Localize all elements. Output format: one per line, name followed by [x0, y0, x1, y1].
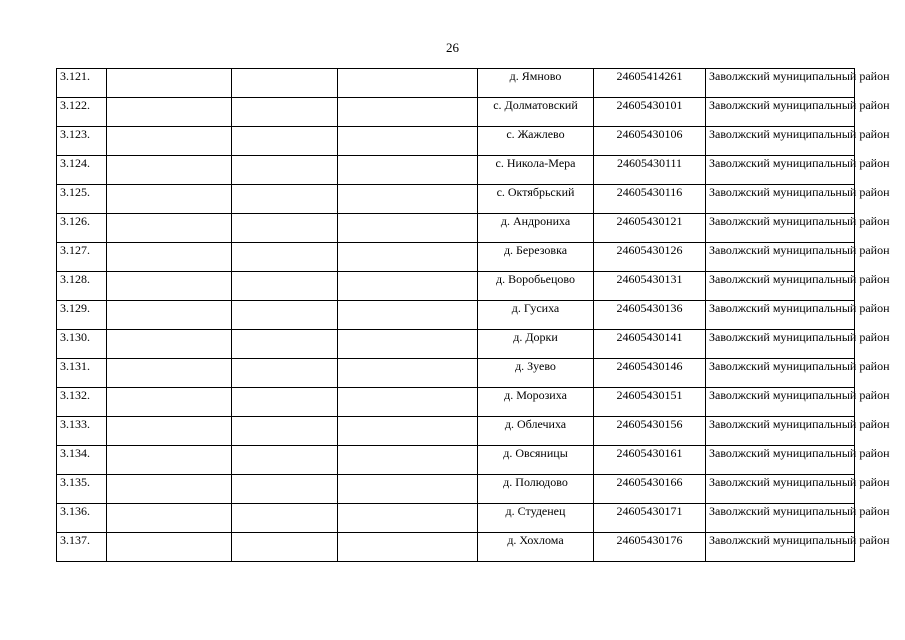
- empty-cell: [338, 127, 478, 156]
- table-row: [57, 127, 855, 156]
- settlement-table: [56, 68, 890, 562]
- row-number-cell: 3.126.: [57, 214, 107, 243]
- empty-cell: [232, 98, 338, 127]
- empty-cell: [338, 243, 478, 272]
- empty-cell: [338, 446, 478, 475]
- empty-cell: [107, 214, 232, 243]
- empty-cell: [232, 243, 338, 272]
- empty-cell: [338, 359, 478, 388]
- oktmo-code-cell: 24605430136: [594, 301, 706, 330]
- district-cell: Заволжский муниципальный район: [706, 475, 855, 504]
- empty-cell: [107, 330, 232, 359]
- table-row: [57, 69, 855, 98]
- settlement-name-cell: с. Долматовский: [478, 98, 594, 127]
- row-number-cell: 3.136.: [57, 504, 107, 533]
- row-number-cell: 3.134.: [57, 446, 107, 475]
- row-number-cell: 3.131.: [57, 359, 107, 388]
- oktmo-code-cell: 24605430171: [594, 504, 706, 533]
- empty-cell: [107, 533, 232, 562]
- empty-cell: [107, 69, 232, 98]
- district-cell: Заволжский муниципальный район: [706, 243, 855, 272]
- table-row: [57, 301, 855, 330]
- settlement-name-cell: д. Полюдово: [478, 475, 594, 504]
- oktmo-code-cell: 24605430101: [594, 98, 706, 127]
- oktmo-code-cell: 24605414261: [594, 69, 706, 98]
- empty-cell: [338, 214, 478, 243]
- district-cell: Заволжский муниципальный район: [706, 504, 855, 533]
- settlement-name-cell: д. Дорки: [478, 330, 594, 359]
- empty-cell: [338, 272, 478, 301]
- empty-cell: [107, 417, 232, 446]
- table-row: [57, 504, 855, 533]
- empty-cell: [338, 330, 478, 359]
- settlement-name-cell: д. Облечиха: [478, 417, 594, 446]
- empty-cell: [107, 388, 232, 417]
- table-row: [57, 156, 855, 185]
- empty-cell: [338, 156, 478, 185]
- settlement-name-cell: д. Овсяницы: [478, 446, 594, 475]
- empty-cell: [232, 388, 338, 417]
- settlement-name-cell: д. Березовка: [478, 243, 594, 272]
- settlement-name-cell: д. Гусиха: [478, 301, 594, 330]
- district-cell: Заволжский муниципальный район: [706, 533, 855, 562]
- settlement-name-cell: с. Никола-Мера: [478, 156, 594, 185]
- district-cell: Заволжский муниципальный район: [706, 301, 855, 330]
- row-number-cell: 3.125.: [57, 185, 107, 214]
- table-row: [57, 446, 855, 475]
- empty-cell: [338, 185, 478, 214]
- district-cell: Заволжский муниципальный район: [706, 417, 855, 446]
- empty-cell: [107, 243, 232, 272]
- empty-cell: [107, 272, 232, 301]
- empty-cell: [338, 504, 478, 533]
- settlement-name-cell: д. Зуево: [478, 359, 594, 388]
- oktmo-code-cell: 24605430151: [594, 388, 706, 417]
- oktmo-code-cell: 24605430141: [594, 330, 706, 359]
- settlement-name-cell: д. Ямново: [478, 69, 594, 98]
- row-number-cell: 3.133.: [57, 417, 107, 446]
- table-row: [57, 243, 855, 272]
- empty-cell: [107, 301, 232, 330]
- district-cell: Заволжский муниципальный район: [706, 156, 855, 185]
- row-number-cell: 3.121.: [57, 69, 107, 98]
- district-cell: Заволжский муниципальный район: [706, 127, 855, 156]
- empty-cell: [232, 127, 338, 156]
- empty-cell: [232, 446, 338, 475]
- empty-cell: [338, 388, 478, 417]
- settlement-name-cell: с. Октябрьский: [478, 185, 594, 214]
- table-row: [57, 185, 855, 214]
- empty-cell: [232, 301, 338, 330]
- row-number-cell: 3.137.: [57, 533, 107, 562]
- oktmo-code-cell: 24605430146: [594, 359, 706, 388]
- oktmo-code-cell: 24605430116: [594, 185, 706, 214]
- oktmo-code-cell: 24605430106: [594, 127, 706, 156]
- empty-cell: [107, 98, 232, 127]
- empty-cell: [232, 214, 338, 243]
- row-number-cell: 3.130.: [57, 330, 107, 359]
- row-number-cell: 3.127.: [57, 243, 107, 272]
- empty-cell: [107, 446, 232, 475]
- empty-cell: [107, 156, 232, 185]
- oktmo-code-cell: 24605430131: [594, 272, 706, 301]
- table-row: [57, 272, 855, 301]
- empty-cell: [232, 359, 338, 388]
- empty-cell: [232, 475, 338, 504]
- district-cell: Заволжский муниципальный район: [706, 388, 855, 417]
- settlement-name-cell: д. Студенец: [478, 504, 594, 533]
- oktmo-code-cell: 24605430126: [594, 243, 706, 272]
- district-cell: Заволжский муниципальный район: [706, 359, 855, 388]
- settlement-name-cell: д. Андрониха: [478, 214, 594, 243]
- empty-cell: [232, 504, 338, 533]
- empty-cell: [338, 533, 478, 562]
- table-row: [57, 98, 855, 127]
- empty-cell: [338, 69, 478, 98]
- oktmo-code-cell: 24605430156: [594, 417, 706, 446]
- empty-cell: [232, 156, 338, 185]
- oktmo-code-cell: 24605430176: [594, 533, 706, 562]
- district-cell: Заволжский муниципальный район: [706, 446, 855, 475]
- table-row: [57, 475, 855, 504]
- empty-cell: [107, 504, 232, 533]
- district-cell: Заволжский муниципальный район: [706, 272, 855, 301]
- empty-cell: [107, 359, 232, 388]
- oktmo-code-cell: 24605430161: [594, 446, 706, 475]
- empty-cell: [338, 475, 478, 504]
- settlement-name-cell: д. Морозиха: [478, 388, 594, 417]
- row-number-cell: 3.124.: [57, 156, 107, 185]
- settlement-name-cell: д. Воробьецово: [478, 272, 594, 301]
- empty-cell: [107, 185, 232, 214]
- table-row: [57, 533, 855, 562]
- settlement-name-cell: с. Жажлево: [478, 127, 594, 156]
- district-cell: Заволжский муниципальный район: [706, 330, 855, 359]
- empty-cell: [232, 69, 338, 98]
- empty-cell: [232, 272, 338, 301]
- settlement-name-cell: д. Хохлома: [478, 533, 594, 562]
- row-number-cell: 3.129.: [57, 301, 107, 330]
- oktmo-code-cell: 24605430121: [594, 214, 706, 243]
- empty-cell: [232, 533, 338, 562]
- table-row: [57, 417, 855, 446]
- table-row: [57, 388, 855, 417]
- oktmo-code-cell: 24605430111: [594, 156, 706, 185]
- district-cell: Заволжский муниципальный район: [706, 69, 855, 98]
- empty-cell: [232, 330, 338, 359]
- page-number: 26: [446, 40, 459, 55]
- district-cell: Заволжский муниципальный район: [706, 214, 855, 243]
- empty-cell: [107, 475, 232, 504]
- empty-cell: [338, 417, 478, 446]
- empty-cell: [232, 417, 338, 446]
- row-number-cell: 3.128.: [57, 272, 107, 301]
- empty-cell: [338, 301, 478, 330]
- empty-cell: [338, 98, 478, 127]
- district-cell: Заволжский муниципальный район: [706, 98, 855, 127]
- row-number-cell: 3.132.: [57, 388, 107, 417]
- empty-cell: [232, 185, 338, 214]
- oktmo-code-cell: 24605430166: [594, 475, 706, 504]
- table-body: [57, 69, 890, 562]
- row-number-cell: 3.135.: [57, 475, 107, 504]
- district-cell: Заволжский муниципальный район: [706, 185, 855, 214]
- row-number-cell: 3.122.: [57, 98, 107, 127]
- table-row: [57, 330, 855, 359]
- table-row: [57, 214, 855, 243]
- empty-cell: [107, 127, 232, 156]
- row-number-cell: 3.123.: [57, 127, 107, 156]
- table-row: [57, 359, 855, 388]
